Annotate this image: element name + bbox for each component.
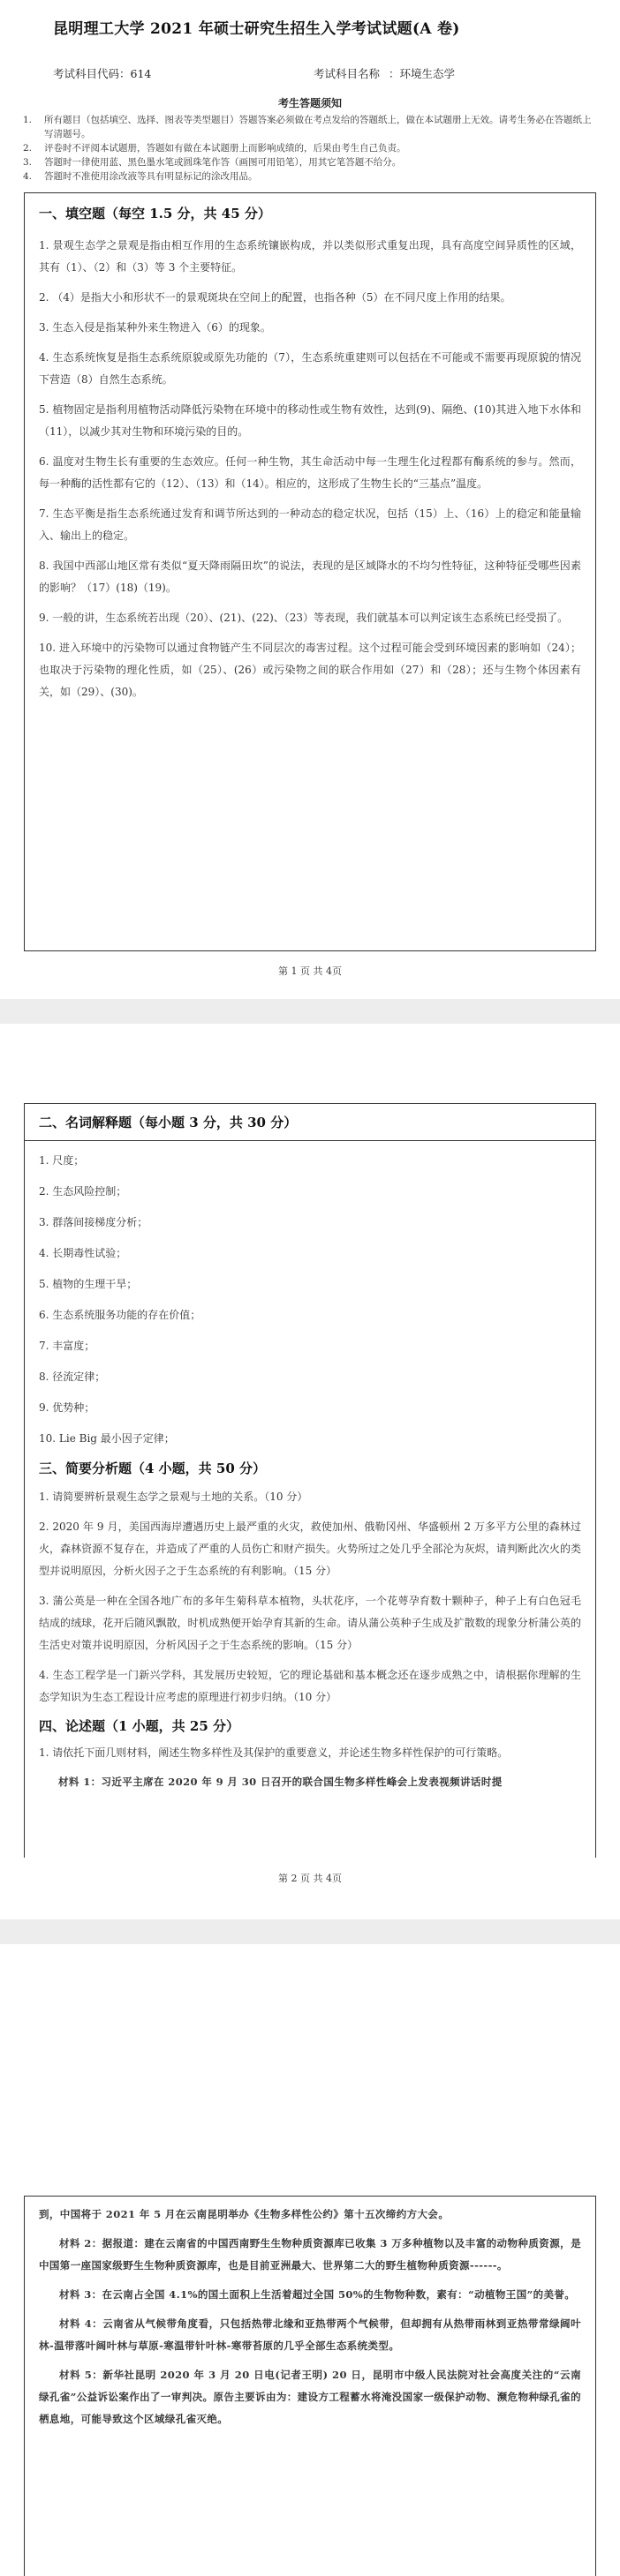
fill-question: 4. 生态系统恢复是指生态系统原貌或原先功能的（7），生态系统重建则可以包括在不可能或不需要再现原貌的情况下营造（8）自然生态系统。: [39, 351, 581, 386]
exam-title: 昆明理工大学 2021 年硕士研究生招生入学考试试题(A 卷): [53, 20, 460, 38]
material-item: 材料 1：习近平主席在 2020 年 9 月 30 日召开的联合国生物多样性峰会上发表视频讲话时提: [58, 1776, 503, 1789]
notice-number: 3.: [23, 157, 33, 168]
section1-heading: 一、填空题（每空 1.5 分，共 45 分）: [39, 206, 271, 222]
subject-name: [314, 65, 455, 81]
page-footer: 第 1 页 共 4页: [278, 965, 342, 977]
notice-text: 答题时不准使用涂改液等具有明显标记的涂改用品。: [44, 171, 258, 182]
term-item: 5. 植物的生理干旱；: [39, 1278, 138, 1291]
exam-page-1: [0, 0, 620, 999]
section3-heading: 三、简要分析题（4 小题，共 50 分）: [39, 1461, 266, 1477]
term-item: 4. 长期毒性试验；: [39, 1247, 127, 1260]
term-item: 10. Lie Big 最小因子定律；: [39, 1432, 175, 1446]
notice-text: 评卷时不评阅本试题册，答题如有做在本试题册上而影响成绩的，后果由考生自己负责。: [44, 143, 406, 154]
notice-title: 考生答题须知: [277, 97, 342, 109]
notice-item: [23, 113, 597, 141]
page-gap: [0, 1919, 620, 1944]
notice-text: 所有题目（包括填空、选择、图表等类型题目）答题答案必须做在考点发给的答题纸上，做在本试题册上无效。请考生务必在答题纸上写清题号。: [44, 115, 592, 139]
exam-page-3: [0, 1944, 620, 2576]
notice-number: 4.: [23, 171, 33, 182]
term-item: 9. 优势种；: [39, 1401, 95, 1415]
term-item: 8. 径流定律；: [39, 1371, 106, 1384]
notice-text: 答题时一律使用蓝、黑色墨水笔或圆珠笔作答（画图可用铅笔），用其它笔答题不给分。: [44, 157, 402, 168]
term-item: 6. 生态系统服务功能的存在价值；: [39, 1309, 201, 1322]
subject-code: [53, 65, 151, 81]
subject-name-label: 考试科目名称: [314, 67, 381, 80]
page-gap: [0, 999, 620, 1024]
materials-frame: [24, 2196, 596, 2576]
material-item: 材料 5：新华社昆明 2020 年 3 月 20 日电(记者王明) 20 日，昆明市中级人民法院对社会高度关注的“云南绿孔雀”公益诉讼案作出了一审判决。原告主要诉由为：建设方工程蓄水将淹没国家一级保护动物、濒危物种绿孔雀的栖息地，可能导致这个区域绿孔雀灭绝。: [39, 2369, 581, 2425]
material-item: 材料 4：云南省从气候带角度看，只包括热带北缘和亚热带两个气候带，但却拥有从热带雨林到亚热带常绿阔叶林-温带落叶阔叶林与草原-寒温带针叶林-寒带苔原的几乎全部生态系统类型。: [39, 2317, 581, 2352]
fill-question: 9. 一般的讲，生态系统若出现（20）、(21)、(22)、（23）等表现，我们就基本可以判定该生态系统已经受损了。: [39, 612, 569, 624]
questions-frame: [24, 1103, 596, 1858]
subject-code-label: 考试科目代码：: [53, 67, 131, 80]
fill-question: 3. 生态入侵是指某种外来生物进入（6）的现象。: [39, 321, 271, 334]
essay-question: 1. 请依托下面几则材料，阐述生物多样性及其保护的重要意义，并论述生物多样性保护的可行策略。: [39, 1746, 509, 1760]
analysis-question: 3. 蒲公英是一种在全国各地广布的多年生菊科草本植物，头状花序，一个花萼孕育数十颗种子，种子上有白色冠毛结成的绒球，花开后随风飘散，时机成熟便开始孕育其新的生命。请从蒲公英种子生成及扩散数的现象分析蒲公英的生活史对策并说明原因，分析风因子之于生态系统的影响。（15 分）: [39, 1595, 581, 1652]
term-item: 7. 丰富度；: [39, 1340, 95, 1353]
term-item: 2. 生态风险控制；: [39, 1185, 127, 1198]
fill-question: 5. 植物固定是指利用植物活动降低污染物在环境中的移动性或生物有效性，达到(9)、隔绝、(10)其进入地下水体和（11），以减少其对生物和环境污染的目的。: [39, 403, 581, 438]
fill-question: 1. 景观生态学之景观是指由相互作用的生态系统镶嵌构成，并以类似形式重复出现，具有高度空间异质性的区域，其有（1）、（2）和（3）等 3 个主要特征。: [39, 239, 581, 274]
section2-heading: 二、名词解释题（每小题 3 分，共 30 分）: [39, 1115, 298, 1130]
analysis-question: 1. 请简要辨析景观生态学之景观与土地的关系。（10 分）: [39, 1491, 308, 1504]
page-footer: 第 2 页 共 4页: [278, 1873, 342, 1884]
material-item: 到，中国将于 2021 年 5 月在云南昆明举办《生物多样性公约》第十五次缔约方大会。: [39, 2208, 450, 2220]
notice-number: 1.: [23, 115, 33, 125]
fill-question: 2. （4）是指大小和形状不一的景观斑块在空间上的配置，也指各种（5）在不同尺度上作用的结果。: [39, 291, 511, 304]
term-item: 1. 尺度；: [39, 1154, 85, 1168]
subject-name-value: ：环境生态学: [389, 67, 456, 80]
fill-question: 8. 我国中西部山地区常有类似“夏天降雨隔田坎”的说法，表现的是区域降水的不均匀性特征，这种特征受哪些因素的影响？（17）(18)（19)。: [39, 560, 581, 594]
term-item: 3. 群落间接梯度分析；: [39, 1216, 148, 1229]
analysis-question: 2. 2020 年 9 月，美国西海岸遭遇历史上最严重的火灾，救使加州、俄勒冈州、华盛顿州 2 万多平方公里的森林过火，森林资源不复存在，并造成了严重的人员伤亡和财产损失。火势所过之处几乎全部沦为灰烬，请判断此次火的类型并说明原因，分析火因子之于生态系统的有利影响。（15 分）: [39, 1521, 581, 1578]
analysis-question: 4. 生态工程学是一门新兴学科，其发展历史较短，它的理论基础和基本概念还在逐步成熟之中，请根据你理解的生态学知识为生态工程设计应考虑的原理进行初步归纳。（10 分）: [39, 1669, 581, 1704]
material-item: 材料 3：在云南占全国 4.1%的国土面积上生活着超过全国 50%的生物物种数，素有：“动植物王国”的美誉。: [59, 2288, 576, 2301]
fill-question: 7. 生态平衡是指生态系统通过发育和调节所达到的一种动态的稳定状况，包括（15）上、（16）上的稳定和能量输入、输出上的稳定。: [39, 507, 581, 542]
subject-code-value: 614: [130, 67, 152, 80]
notice-number: 2.: [23, 143, 33, 154]
exam-page-2: [0, 1024, 620, 1919]
notice-item: [23, 155, 597, 169]
fill-question: 10. 进入环境中的污染物可以通过食物链产生不同层次的毒害过程。这个过程可能会受到环境因素的影响如（24）；也取决于污染物的理化性质，如（25）、(26）或污染物之间的联合作用如（27）和（28）；还与生物个体因素有关，如（29）、(30)。: [39, 642, 581, 698]
fill-blank-frame: [24, 192, 596, 951]
notice-list: [23, 113, 597, 184]
material-item: 材料 2：据报道：建在云南省的中国西南野生生物种质资源库已收集 3 万多种植物以及丰富的动物种质资源，是中国第一座国家级野生生物种质资源库，也是目前亚洲最大、世界第二大的野生植物种质资源------。: [39, 2237, 581, 2272]
notice-item: [23, 169, 597, 184]
section4-heading: 四、论述题（1 小题，共 25 分）: [39, 1718, 239, 1735]
fill-question: 6. 温度对生物生长有重要的生态效应。任何一种生物，其生命活动中每一生理生化过程都有酶系统的参与。然而，每一种酶的活性都有它的（12）、（13）和（14）。相应的，这形成了生物生长的“三基点”温度。: [39, 455, 581, 490]
notice-item: [23, 141, 597, 155]
